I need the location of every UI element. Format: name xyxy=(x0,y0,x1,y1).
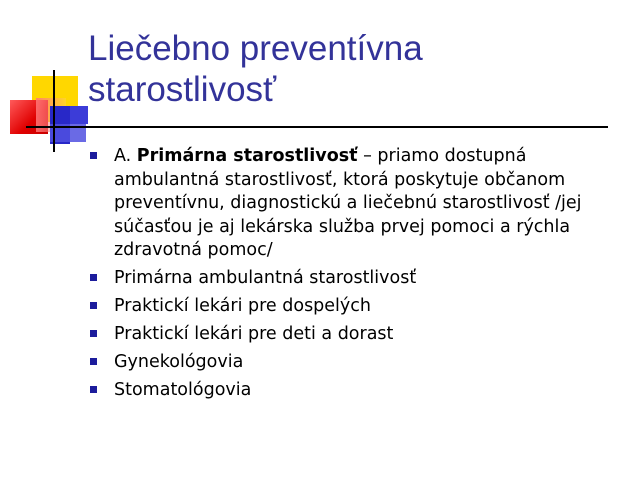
bullet-text: Stomatológovia xyxy=(114,380,252,400)
bullet-item xyxy=(90,267,620,291)
square-bullet-icon xyxy=(90,152,97,159)
square-bullet-icon xyxy=(90,274,97,281)
bullet-item xyxy=(90,351,620,375)
bullet-list xyxy=(90,145,620,407)
bullet-text: Praktickí lekári pre deti a dorast xyxy=(114,324,394,344)
bullet-item xyxy=(90,323,620,347)
bullet-text: Primárna ambulantná starostlivosť xyxy=(114,268,417,288)
bullet-text: Gynekológovia xyxy=(114,352,244,372)
bullet-text: Praktickí lekári pre dospelých xyxy=(114,296,371,316)
logo-vertical-line xyxy=(53,70,55,152)
square-bullet-icon xyxy=(90,358,97,365)
square-bullet-icon xyxy=(90,386,97,393)
logo-blue-square xyxy=(70,106,88,124)
bullet-item xyxy=(90,295,620,319)
slide-title: Liečebno preventívna starostlivosť xyxy=(88,29,423,109)
bullet-item-primary-care xyxy=(90,145,620,263)
bullet-prefix: A. xyxy=(114,146,137,166)
bullet-text: – priamo dostupná ambulantná starostlivosť, ktorá poskytuje občanom preventívnu, diagnostickú a liečebnú starostlivosť /jej súčasťou je aj lekárska služba prvej pomoci a rýchla zdravotná pomoc/ xyxy=(114,146,582,260)
square-bullet-icon xyxy=(90,302,97,309)
bullet-bold-term: Primárna starostlivosť xyxy=(136,146,358,166)
title-underline xyxy=(26,126,608,128)
square-bullet-icon xyxy=(90,330,97,337)
bullet-item xyxy=(90,379,620,403)
